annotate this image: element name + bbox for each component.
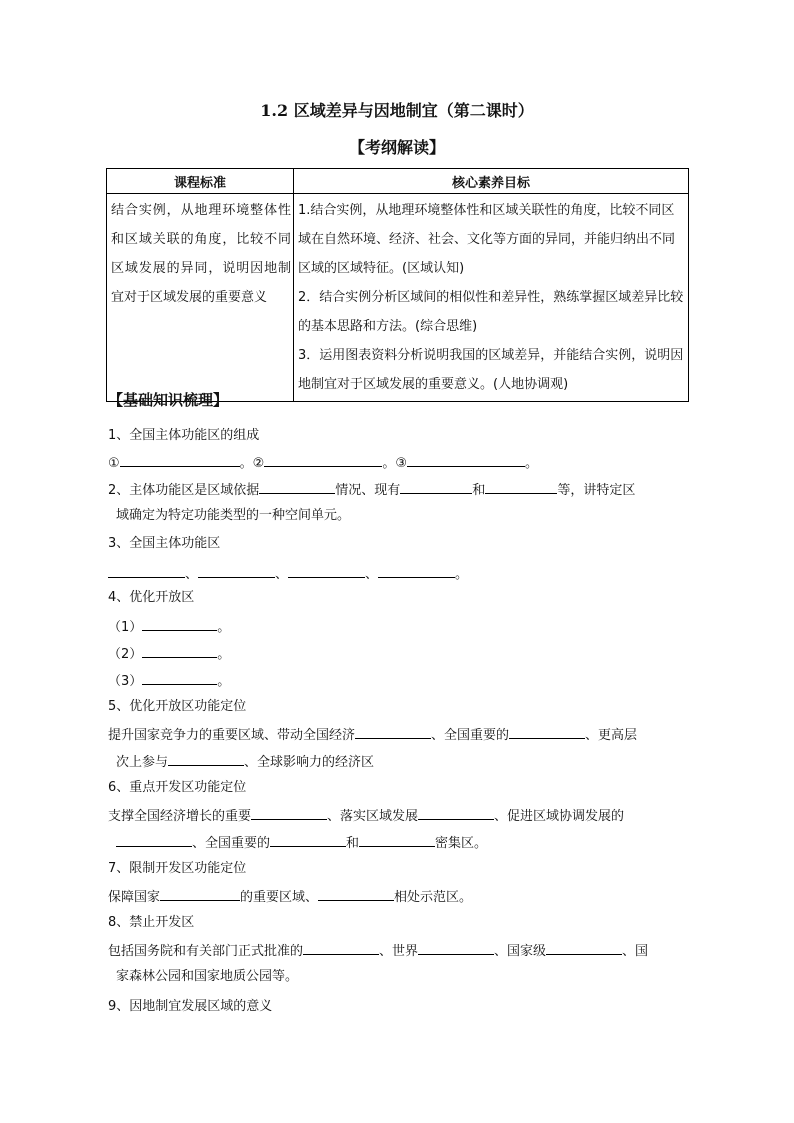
fill-blank[interactable] — [142, 643, 217, 658]
question-8-line: 包括国务院和有关部门正式批准的 、世界 、国家级 、国 — [108, 940, 648, 962]
question-7-line: 保障国家 的重要区域、 相处示范区。 — [108, 886, 472, 908]
question-4-item: （1） 。 — [108, 616, 230, 638]
course-standard-text: 结合实例，从地理环境整体性和区域关联的角度，比较不同区域发展的异同，说明因地制宜对于区域发展的重要意义 — [107, 194, 294, 402]
fill-blank[interactable] — [418, 940, 494, 955]
fill-blank[interactable] — [303, 940, 379, 955]
fill-blank[interactable] — [355, 724, 431, 739]
fill-blank[interactable] — [509, 724, 585, 739]
fill-blank[interactable] — [378, 563, 455, 578]
fill-blank[interactable] — [264, 452, 382, 467]
core-goals-cell — [294, 194, 689, 402]
fill-blank[interactable] — [108, 563, 185, 578]
header-core-literacy: 核心素养目标 — [294, 169, 689, 194]
fill-blank[interactable] — [168, 751, 244, 766]
fill-blank[interactable] — [160, 886, 240, 901]
question-2-line-2: 域确定为特定功能类型的一种空间单元。 — [116, 508, 351, 523]
question-5-title: 5、优化开放区功能定位 — [108, 699, 247, 714]
fill-blank[interactable] — [251, 805, 327, 820]
page-title: 1.2 区域差异与因地制宜（第二课时） — [260, 101, 534, 120]
goal-item: 3．运用图表资料分析说明我国的区域差异，并能结合实例，说明因地制宜对于区域发展的重要意义。(人地协调观) — [298, 348, 684, 392]
fill-blank[interactable] — [359, 832, 435, 847]
question-4-title: 4、优化开放区 — [108, 590, 195, 605]
fill-blank[interactable] — [142, 616, 217, 631]
header-course-standard: 课程标准 — [107, 169, 294, 194]
question-8-line-2: 家森林公园和国家地质公园等。 — [116, 969, 299, 984]
fill-blank[interactable] — [142, 670, 217, 685]
question-1-title: 1、全国主体功能区的组成 — [108, 428, 260, 443]
question-9-title: 9、因地制宜发展区域的意义 — [108, 999, 273, 1014]
question-8-title: 8、禁止开发区 — [108, 915, 195, 930]
fill-blank[interactable] — [546, 940, 622, 955]
fill-blank[interactable] — [485, 479, 557, 494]
curriculum-table — [106, 168, 689, 402]
question-7-title: 7、限制开发区功能定位 — [108, 861, 247, 876]
fill-blank[interactable] — [120, 452, 240, 467]
fill-blank[interactable] — [400, 479, 472, 494]
fill-blank[interactable] — [288, 563, 365, 578]
question-4-item: （2） 。 — [108, 643, 230, 665]
goal-item: 2．结合实例分析区域间的相似性和差异性，熟练掌握区域差异比较的基本思路和方法。(综合思维) — [298, 290, 684, 334]
fill-blank[interactable] — [270, 832, 346, 847]
fill-blank[interactable] — [318, 886, 394, 901]
question-4-item: （3） 。 — [108, 670, 230, 692]
table-header-row — [107, 169, 689, 194]
fill-blank[interactable] — [407, 452, 525, 467]
question-1-line: ① 。② 。③ 。 — [108, 452, 538, 474]
question-6-title: 6、重点开发区功能定位 — [108, 780, 247, 795]
table-row — [107, 194, 689, 402]
fill-blank[interactable] — [198, 563, 275, 578]
fill-blank[interactable] — [418, 805, 494, 820]
question-3-title: 3、全国主体功能区 — [108, 536, 221, 551]
question-5-line: 提升国家竞争力的重要区域、带动全国经济 、全国重要的 、更高层 — [108, 724, 637, 746]
section-heading: 【基础知识梳理】 — [108, 391, 229, 409]
goal-item: 1.结合实例，从地理环境整体性和区域关联性的角度，比较不同区域在自然环境、经济、社会、文化等方面的异同，并能归纳出不同区域的区域特征。(区域认知) — [298, 203, 676, 276]
question-5-line-2: 次上参与 、全球影响力的经济区 — [116, 751, 374, 773]
question-6-line-2: 、全国重要的 和 密集区。 — [116, 832, 487, 854]
fill-blank[interactable] — [116, 832, 192, 847]
question-3-line: 、 、 、 。 — [108, 563, 468, 585]
question-6-line: 支撑全国经济增长的重要 、落实区域发展 、促进区域协调发展的 — [108, 805, 624, 827]
question-2-line: 2、主体功能区是区域依据 情况、现有 和 等，讲特定区 — [108, 479, 635, 501]
syllabus-heading: 【考纲解读】 — [348, 138, 445, 157]
fill-blank[interactable] — [259, 479, 335, 494]
